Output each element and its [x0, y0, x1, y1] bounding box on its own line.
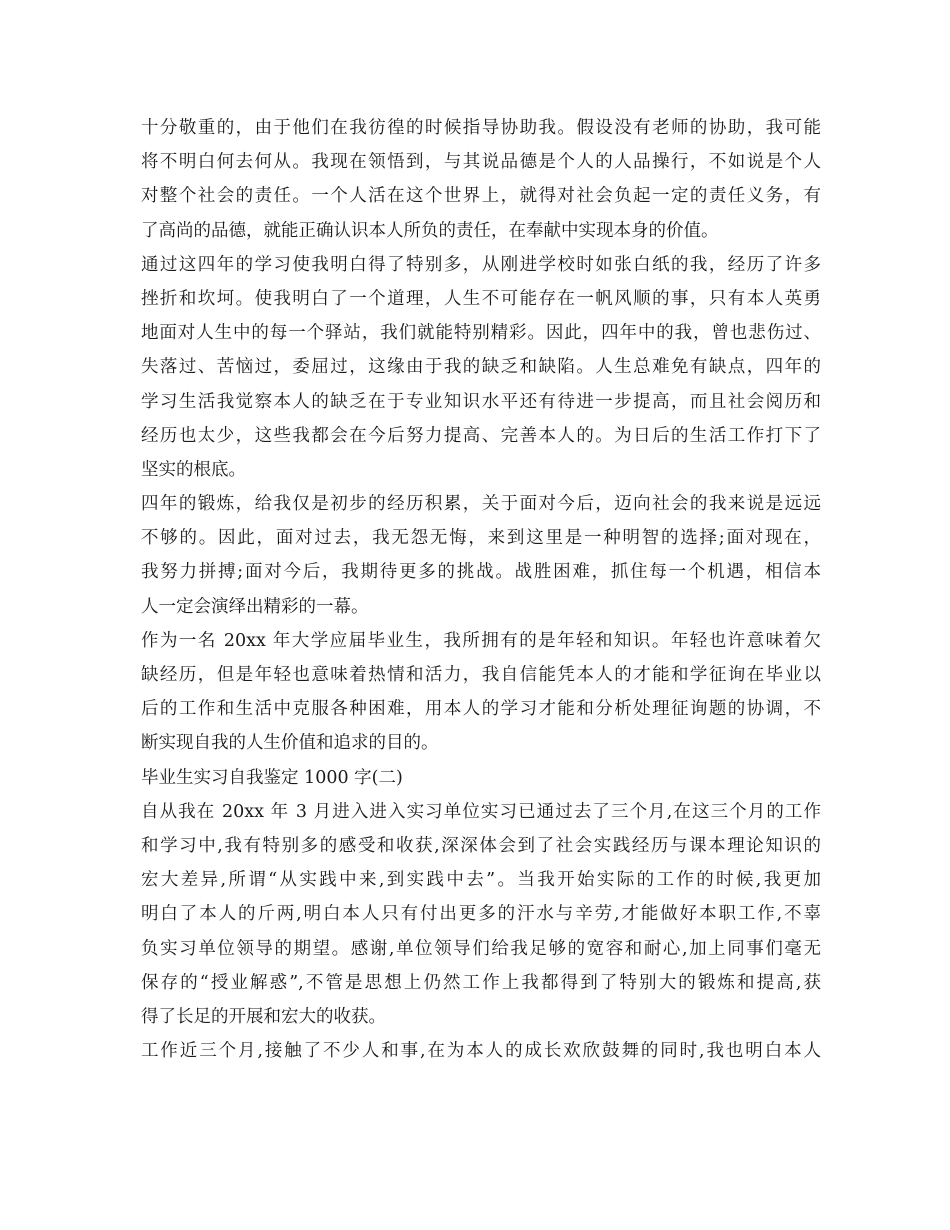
text-line: 地面对人生中的每一个驿站，我们就能特别精彩。因此，四年中的我，曾也悲伤过、	[141, 323, 821, 344]
text-line: 自从我在 20xx 年 3 月进入进入实习单位实习已通过去了三个月,在这三个月的工作	[141, 801, 821, 822]
text-line: 学习生活我觉察本人的缺乏在于专业知识水平还有待进一步提高，而且社会阅历和	[141, 391, 821, 412]
text-line: 作为一名 20xx 年大学应届毕业生，我所拥有的是年轻和知识。年轻也许意味着欠	[141, 630, 821, 651]
text-line: 挫折和坎坷。使我明白了一个道理，人生不可能存在一帆风顺的事，只有本人英勇	[141, 288, 821, 309]
text-line: 负实习单位领导的期望。感谢,单位领导们给我足够的宽容和耐心,加上同事们毫无	[141, 938, 821, 959]
text-line: 和学习中,我有特别多的感受和收获,深深体会到了社会实践经历与课本理论知识的	[141, 835, 821, 856]
text-line: 断实现自我的人生价值和追求的目的。	[141, 733, 439, 754]
text-line: 人一定会演绎出精彩的一幕。	[141, 596, 369, 617]
text-line: 四年的锻炼，给我仅是初步的经历积累，关于面对今后，迈向社会的我来说是远远	[141, 494, 821, 515]
text-line: 明白了本人的斤两,明白本人只有付出更多的汗水与辛劳,才能做好本职工作,不辜	[141, 904, 821, 925]
text-line: 坚实的根底。	[141, 459, 246, 480]
text-line: 保存的“授业解惑”,不管是思想上仍然工作上我都得到了特别大的锻炼和提高,获	[141, 972, 821, 993]
document-page	[141, 111, 821, 1068]
text-line: 工作近三个月,接触了不少人和事,在为本人的成长欢欣鼓舞的同时,我也明白本人	[141, 1041, 821, 1062]
text-line: 毕业生实习自我鉴定 1000 字(二)	[141, 767, 403, 788]
text-line: 缺经历，但是年轻也意味着热情和活力，我自信能凭本人的才能和学征询在毕业以	[141, 665, 821, 685]
text-line: 失落过、苦恼过，委屈过，这缘由于我的缺乏和缺陷。人生总难免有缺点，四年的	[141, 357, 821, 378]
text-line: 通过这四年的学习使我明白得了特别多，从刚进学校时如张白纸的我，经历了许多	[141, 254, 821, 275]
text-line: 十分敬重的，由于他们在我彷徨的时候指导协助我。假设没有老师的协助，我可能	[141, 118, 821, 138]
text-line: 了高尚的品德，就能正确认识本人所负的责任，在奉献中实现本身的价值。	[141, 220, 719, 241]
text-line: 不够的。因此，面对过去，我无怨无悔，来到这里是一种明智的选择;面对现在，	[141, 528, 821, 549]
text-line: 经历也太少，这些我都会在今后努力提高、完善本人的。为日后的生活工作打下了	[141, 425, 821, 446]
text-line: 对整个社会的责任。一个人活在这个世界上，就得对社会负起一定的责任义务，有	[141, 186, 821, 207]
text-line: 后的工作和生活中克服各种困难，用本人的学习才能和分析处理征询题的协调，不	[141, 699, 821, 720]
text-line: 得了长足的开展和宏大的收获。	[141, 1006, 386, 1027]
text-line: 将不明白何去何从。我现在领悟到，与其说品德是个人的人品操行，不如说是个人	[141, 152, 821, 173]
text-line: 我努力拼搏;面对今后，我期待更多的挑战。战胜困难，抓住每一个机遇，相信本	[141, 562, 821, 583]
text-line: 宏大差异,所谓“从实践中来,到实践中去”。当我开始实际的工作的时候,我更加	[141, 870, 821, 891]
